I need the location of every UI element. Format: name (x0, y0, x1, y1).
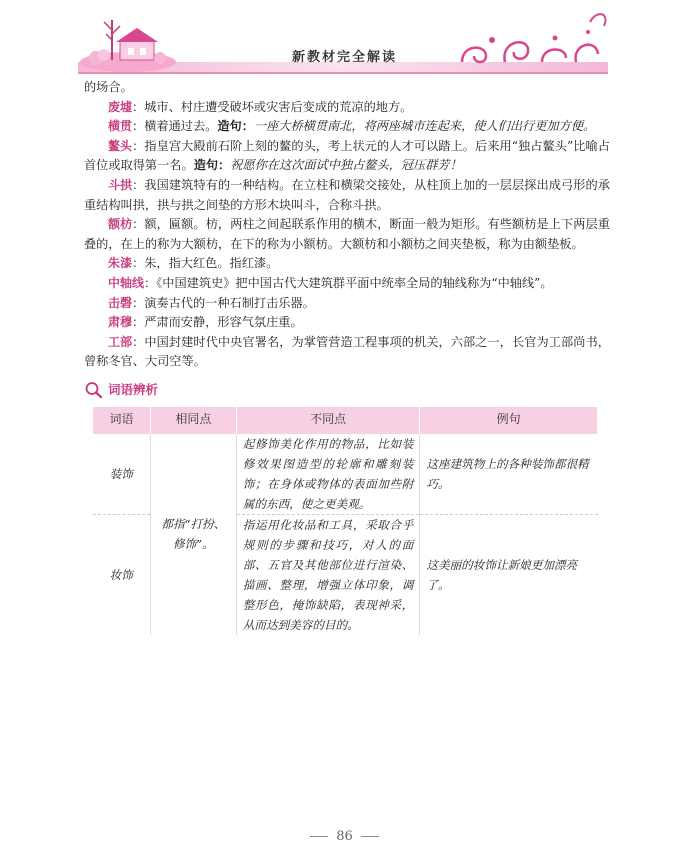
example-label: 造句： (217, 119, 254, 134)
difference-cell: 指运用化妆品和工具，采取合乎规则的步骤和技巧，对人的面部、五官及其他部位进行渲染、描画、整理，增强立体印象，调整形色，掩饰缺陷，表现神采，从而达到美容的目的。 (236, 514, 420, 635)
term-label: 横贯 (108, 119, 133, 134)
term-label: 斗拱 (108, 177, 133, 192)
footer-dash (361, 836, 379, 837)
entry-aotou (84, 137, 610, 176)
column-header: 例句 (420, 407, 598, 434)
term-label: 额枋 (108, 217, 133, 232)
table-header-row (93, 407, 598, 434)
section-header (84, 380, 610, 400)
term-label: 朱漆 (108, 256, 133, 271)
entry-gongbu (84, 333, 610, 372)
entry-zhuqi (84, 254, 610, 274)
entry-zhongzhouxian (84, 274, 610, 294)
definition: ：中国封建时代中央官署名，为掌管营造工程事项的机关，六部之一，长官为工部尚书，曾称冬官、大司空等。 (84, 334, 610, 369)
definition: ：城市、村庄遭受破坏或灾害后变成的荒凉的地方。 (132, 99, 413, 114)
page-header (0, 0, 689, 82)
similarity-cell: 都指“打扮、修饰”。 (150, 434, 236, 635)
difference-cell: 起修饰美化作用的物品，比如装修效果图造型的轮廓和雕刻装饰；在身体或物体的表面加些附属的东西，使之更美观。 (236, 434, 420, 515)
header-decoration (0, 0, 689, 82)
example-sentence: 祝愿你在这次面试中独占鳌头，冠压群芳！ (230, 158, 462, 173)
column-header: 相同点 (150, 407, 236, 434)
term-label: 鳌头 (108, 138, 133, 153)
column-header: 不同点 (236, 407, 420, 434)
entry-hengguan (84, 117, 610, 137)
column-header: 词语 (93, 407, 151, 434)
example-cell: 这座建筑物上的各种装饰都很精巧。 (420, 434, 598, 515)
entry-dougong (84, 176, 610, 215)
example-cell: 这美丽的妆饰让新娘更加漂亮了。 (426, 557, 578, 592)
term-label: 工部 (108, 334, 133, 349)
word-cell: 妆饰 (93, 514, 151, 635)
definition: ：演奏古代的一种石制打击乐器。 (132, 295, 315, 310)
example-sentence: 一座大桥横贯南北，将两座城市连起来，使人们出行更加方便。 (253, 119, 596, 134)
page-footer (0, 829, 689, 844)
term-label: 肃穆 (108, 315, 133, 330)
definition: ：我国建筑特有的一种结构。在立柱和横梁交接处，从柱顶上加的一层层探出成弓形的承重结构叫拱，拱与拱之间垫的方形木块叫斗，合称斗拱。 (84, 177, 610, 212)
intro-line: 的场合。 (84, 80, 133, 94)
entry-feixu (84, 98, 610, 118)
table-row (93, 434, 598, 515)
definition: ：额，匾额。枋，两柱之间起联系作用的横木，断面一般为矩形。有些额枋是上下两层重叠的，在上的称为大额枋，在下的称为小额枋。大额枋和小额枋之间夹垫板，称为由额垫板。 (84, 217, 610, 251)
definition: ：朱，指大红色。指红漆。 (132, 256, 279, 271)
term-label: 击磬 (108, 295, 133, 310)
definition: ：严肃而安静，形容气氛庄重。 (132, 315, 303, 330)
footer-dash (310, 836, 328, 837)
term-label: 中轴线 (108, 275, 145, 290)
word-cell: 装饰 (93, 434, 151, 515)
section-title: 词语辨析 (108, 381, 159, 397)
header-title: 新教材完全解读 (291, 50, 397, 65)
magnifier-icon (84, 381, 106, 399)
definition: ：指皇宫大殿前石阶上刻的鳌的头，考上状元的人才可以踏上。后来用“独占鳌头”比喻占首位或取得第一名。 (84, 138, 610, 173)
term-label: 废墟 (108, 99, 133, 114)
page-content (84, 78, 610, 635)
entry-sumu (84, 313, 610, 333)
entry-jiqing (84, 294, 610, 314)
comparison-table (92, 407, 598, 635)
page-number: 86 (336, 829, 353, 844)
definition: ：横着通过去。 (132, 119, 218, 134)
definition: ：《中国建筑史》把中国古代大建筑群平面中统率全局的轴线称为“中轴线”。 (144, 275, 553, 290)
example-label: 造句： (193, 158, 231, 173)
entry-efang (84, 215, 610, 254)
